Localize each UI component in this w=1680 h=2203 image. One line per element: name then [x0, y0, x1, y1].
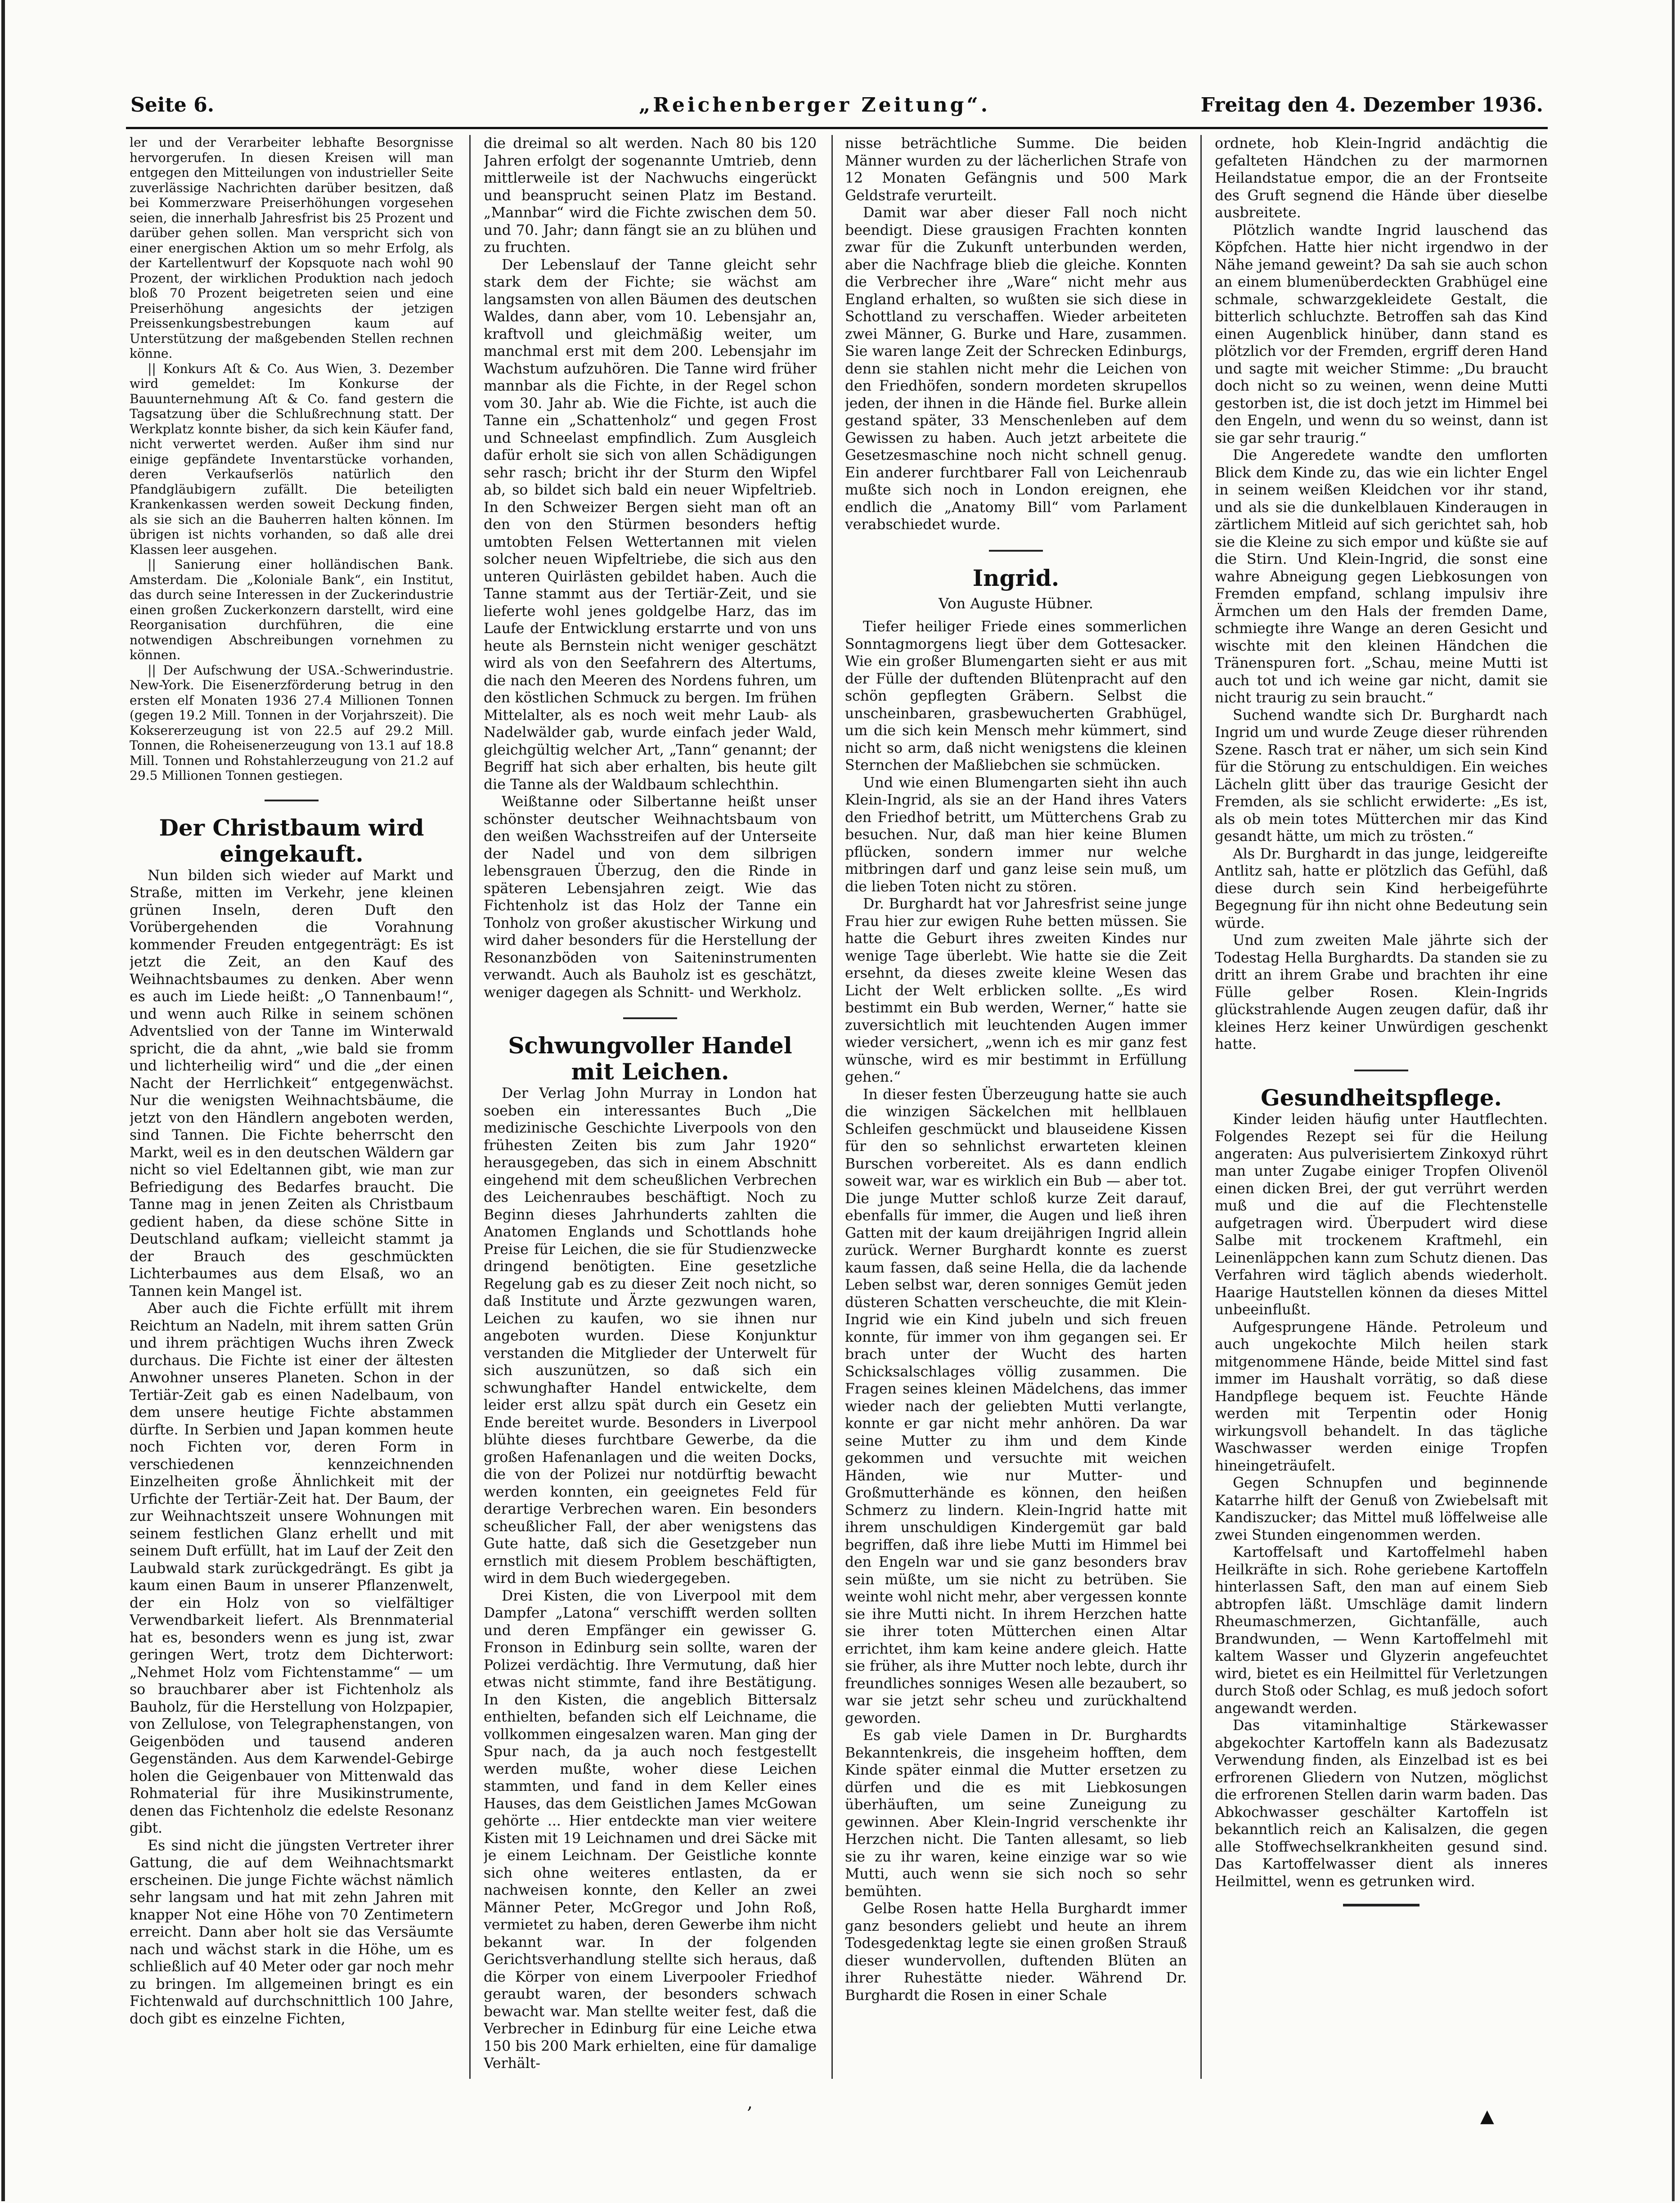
article-paragraph: Dr. Burghardt hat vor Jahresfrist seine junge Frau hier zur ewigen Ruhe betten müssen. Sie hatte die Geburt ihres zweiten Kindes nur wenige Tage überlebt. Wie hatte sie die Zeit ersehnt, da dieses zweite kleine Wesen das Licht der Welt erblicken sollte. „Es wird bestimmt ein Bub werden, Werner,“ hatte sie zuversichtlich mit leuchtenden Augen immer wieder versichert, „wenn ich es mir ganz fest wünsche, wird es mir bestimmt in Erfüllung gehen.“ [845, 896, 1187, 1085]
article-title-ingrid: Ingrid. [972, 564, 1060, 591]
article-paragraph: Es sind nicht die jüngsten Vertreter ihrer Gattung, die auf dem Weihnachtsmarkt erscheinen. Die junge Fichte wächst nämlich sehr langsam und hat mit zehn Jahren mit knapper Not eine Höhe von 70 Zentimetern erreicht. Dann aber holt sie das Versäumte nach und wächst stark in die Höhe, um es schließlich auf 40 Meter oder gar noch mehr zu bringen. Im allgemeinen bringt es ein Fichtenwald auf durchschnittlich 100 Jahre, doch gibt es einzelne Fichten, [130, 1837, 454, 2027]
article-paragraph: die dreimal so alt werden. Nach 80 bis 120 Jahren erfolgt der sogenannte Umtrieb, denn mittlerweile ist der Nachwuchs eingerückt und beansprucht seinen Platz im Bestand. „Mannbar“ wird die Fichte zwischen dem 50. und 70. Jahr; dann fängt sie an zu blühen und zu fruchten. [484, 135, 817, 256]
print-mark: ‚ [747, 2092, 753, 2113]
column-divider [469, 135, 471, 2079]
section-rule [265, 800, 319, 801]
article-paragraph: Aufgesprungene Hände. Petroleum und auch ungekochte Milch heilen stark mitgenommene Hände, beide Mittel sind fast immer im Haushalt vorrätig, so daß diese Handpflege bequem ist. Feuchte Hände werden mit Terpentin oder Honig wirkungsvoll behandelt. In das tägliche Waschwasser werden einige Tropfen hineingeträufelt. [1215, 1319, 1548, 1474]
article-paragraph: Der Lebenslauf der Tanne gleicht sehr stark dem der Fichte; sie wächst am langsamsten von allen Bäumen des deutschen Waldes, dann aber, vom 10. Lebensjahr an, kraftvoll und gleichmäßig weiter, um manchmal erst mit dem 200. Lebensjahr im Wachstum aufzuhören. Die Tanne wird früher mannbar als die Fichte, in der Regel schon vom 30. Jahr ab. Wie die Fichte, ist auch die Tanne ein „Schattenholz“ und gegen Frost und Schneelast empfindlich. Zum Ausgleich dafür erholt sie sich von allen Schädigungen sehr rasch; bricht ihr der Sturm den Wipfel ab, so bildet sich bald ein neuer Wipfeltrieb. In den Schweizer Bergen sieht man oft an den von den Stürmen besonders heftig umtobten Felsen Wettertannen mit vielen solcher neuen Wipfeltriebe, die sich aus den unteren Quirlästen gebildet haben. Auch die Tanne stammt aus der Tertiär-Zeit, und sie lieferte wohl jenes goldgelbe Harz, das im Laufe der Entwicklung erstarrte und von uns heute als Bernstein nicht weniger geschätzt wird als von den Seefahrern des Altertums, die nach den Meeren des Nordens fuhren, um den köstlichen Schmuck zu bergen. Im frühen Mittelalter, als es noch weit mehr Laub- als Nadelwälder gab, wurde einfach jeder Wald, gleichgültig welcher Art, „Tann“ genannt; der Begriff hat sich aber erhalten, bis heute gilt die Tanne als der Waldbaum schlechthin. [484, 256, 817, 793]
article-paragraph: Es gab viele Damen in Dr. Burghardts Bekanntenkreis, die insgeheim hofften, dem Kinde später einmal die Mutter ersetzen zu dürfen und die es mit Liebkosungen überhäuften, um seine Zuneigung zu gewinnen. Aber Klein-Ingrid verschenkte ihr Herzchen nicht. Die Tanten allesamt, so lieb sie zu ihr waren, keine einzige war so wie Mutti, auch wenn sie sich noch so sehr bemühten. [845, 1727, 1187, 1900]
article-paragraph: Plötzlich wandte Ingrid lauschend das Köpfchen. Hatte hier nicht irgendwo in der Nähe jemand geweint? Da sah sie auch schon an einem blumenüberdeckten Grabhügel eine schmale, schwarzgekleidete Gestalt, die bitterlich schluchzte. Betroffen sah das Kind einen Augenblick hinüber, dann stand es plötzlich vor der Fremden, ergriff deren Hand und sagte mit weicher Stimme: „Du braucht doch nicht so zu weinen, wenn deine Mutti gestorben ist, die ist doch jetzt im Himmel bei den Engeln, und wenn du so weinst, dann ist sie gar sehr traurig.“ [1215, 222, 1548, 446]
article-title-christbaum: Der Christbaum wird eingekauft. [159, 814, 424, 867]
article-title-gesundheit: Gesundheitspflege. [1260, 1084, 1502, 1111]
article-paragraph: In dieser festen Überzeugung hatte sie auch die winzigen Säckelchen mit hellblauen Schleifen geschmückt und blauseidene Kissen für den so sehnlichst erwarteten kleinen Burschen vorbereitet. Als es dann endlich soweit war, war es wirklich ein Bub — aber tot. Die junge Mutter schloß kurze Zeit darauf, ebenfalls für immer, die Augen und ließ ihren Gatten mit der kaum dreijährigen Ingrid allein zurück. Werner Burghardt konnte es zuerst kaum fassen, daß seine Hella, die da lachende Leben selbst war, deren sonniges Gemüt jeden düsteren Schatten verscheuchte, die mit Klein-Ingrid wie ein Kind jubeln und sich freuen konnte, für immer von ihm gegangen sei. Er brach unter der Wucht des harten Schicksalschlages völlig zusammen. Die Fragen seines kleinen Mädelchens, das immer wieder nach der geliebten Mutti verlangte, konnte er gar nicht mehr anhören. Da war seine Mutter zu ihm und dem Kinde gekommen und versuchte mit weichen Händen, wie nur Mutter- und Großmutterhände es können, den heißen Schmerz zu lindern. Klein-Ingrid hatte mit ihrem unschuldigen Kindergemüt gar bald begriffen, daß ihre liebe Mutti im Himmel bei den Engeln war und sie ganz besonders brav sein müßte, um sie nicht zu betrüben. Sie weinte wohl nicht mehr, aber vergessen konnte sie ihre Mutti nicht. In ihrem Herzchen hatte sie ihrer toten Mütterchen einen Altar errichtet, ihm kam keine andere gleich. Hatte sie früher, als ihre Mutter noch lebte, durch ihr freundliches sonniges Wesen alle bezaubert, so war sie jetzt sehr scheu und zurückhaltend geworden. [845, 1086, 1187, 1726]
article-paragraph: Und wie einen Blumengarten sieht ihn auch Klein-Ingrid, als sie an der Hand ihres Vaters den Friedhof betritt, um Mütterchens Grab zu besuchen. Nur, daß man hier keine Blumen pflücken, sondern immer nur welche mitbringen darf und ganz leise sein muß, um die lieben Toten nicht zu stören. [845, 774, 1187, 895]
column-4 [1215, 135, 1548, 2079]
section-rule [623, 1017, 677, 1019]
article-paragraph: Das vitaminhaltige Stärkewasser abgekochter Kartoffeln kann als Badezusatz Verwendung finden, als Einzelbad ist es bei erfrorenen Gliedern von Nutzen, möglichst die erfrorenen Stellen darin warm baden. Das Abkochwasser geschälter Kartoffeln ist bekanntlich reich an Kalisalzen, die gegen alle Stoffwechselkrankheiten gesund sind. Das Kartoffelwasser dient als inneres Heilmittel, wenn es getrunken wird. [1215, 1717, 1548, 1890]
article-paragraph: Nun bilden sich wieder auf Markt und Straße, mitten im Verkehr, jene kleinen grünen Inseln, deren Duft den Vorübergehenden die Vorahnung kommender Freuden entgegenträgt: Es ist jetzt die Zeit, an den Kauf des Weihnachtsbaumes zu denken. Aber wenn es auch im Liede heißt: „O Tannenbaum!“, und wenn auch Rilke in seinem schönen Adventslied von der Tanne im Winterwald spricht, die da ahnt, „wie bald sie fromm und lichterheilig wird“ und die „der einen Nacht der Herrlichkeit“ entgegenwächst. Nur die wenigsten Weihnachtsbäume, die jetzt von den Händlern angeboten werden, sind Tannen. Die Fichte beherrscht den Markt, weil es in den deutschen Wäldern gar nicht so viel Edeltannen gibt, wie man zur Befriedigung des Bedarfes braucht. Die Tanne mag in jenen Zeiten als Christbaum gedient haben, da diese schöne Sitte in Deutschland aufkam; vielleicht stammt ja der Brauch des geschmückten Lichterbaumes aus dem Elsaß, wo an Tannen kein Mangel ist. [130, 867, 454, 1299]
article-paragraph: Tiefer heiliger Friede eines sommerlichen Sonntagmorgens liegt über dem Gottesacker. Wie ein großer Blumengarten sieht er aus mit der Fülle der duftenden Blütenpracht auf den schön gepflegten Gräbern. Selbst die unscheinbaren, grasbewucherten Grabhügel, um die sich kein Mensch mehr kümmert, sind nicht so arm, daß nicht wenigstens die kleinen Sternchen der Maßliebchen sie schmücken. [845, 619, 1187, 773]
article-byline: Von Auguste Hübner. [939, 594, 1093, 612]
news-konkurs: || Konkurs Aſt & Co. Aus Wien, 3. Dezember wird gemeldet: Im Konkurse der Bauunternehmung Aſt & Co. fand gestern die Tagsatzung über die Schlußrechnung statt. Der Werkplatz konnte bisher, da sich kein Käufer fand, nicht verwertet werden. Außer ihm sind nur einige gepfändete Inventarstücke vorhanden, deren Verkaufserlös natürlich den Pfandgläubigern zufällt. Die beteiligten Krankenkassen werden soweit Deckung finden, als sie sich an die Bauherren halten können. Im übrigen ist nichts vorhanden, so daß alle drei Klassen leer ausgehen. [130, 361, 454, 557]
page-number: Seite 6. [130, 94, 215, 117]
column-3 [845, 135, 1187, 2079]
article-paragraph: Und zum zweiten Male jährte sich der Todestag Hella Burghardts. Da standen sie zu dritt an ihrem Grabe und brachten ihr eine Fülle gelber Rosen. Klein-Ingrids glückstrahlende Augen zeugen dafür, daß ihr kleines Herz keiner Unwürdigen geschenkt hatte. [1215, 932, 1548, 1052]
news-textile-prices: ler und der Verarbeiter lebhafte Besorgnisse hervorgerufen. In diesen Kreisen will man entgegen den Mitteilungen von industrieller Seite zuverlässige Nachrichten darüber besitzen, daß bei Kommerzware Preiserhöhungen vorgesehen seien, die innerhalb Jahresfrist bis 25 Prozent und darüber gehen sollen. Man verspricht sich von einer energischen Aktion um so mehr Erfolg, als der Kartellentwurf der Kopsquote nach wohl 90 Prozent, der wirklichen Produktion nach jedoch bloß 70 Prozent beigetreten seien und eine Preiserhöhung angesichts der jetzigen Preissenkungsbestrebungen kaum auf Unterstützung der maßgebenden Stellen rechnen könne. [130, 135, 454, 361]
article-paragraph: Als Dr. Burghardt in das junge, leidgereifte Antlitz sah, hatte er plötzlich das Gefühl, daß diese durch sein Kind herbeigeführte Begegnung für ihn nicht ohne Bedeutung sein würde. [1215, 845, 1548, 931]
print-mark: ▲ [1480, 2106, 1494, 2127]
article-paragraph: Drei Kisten, die von Liverpool mit dem Dampfer „Latona“ verschifft werden sollten und deren Empfänger ein gewisser G. Fronson in Edinburg sein sollte, waren der Polizei verdächtig. Ihre Vermutung, daß hier etwas nicht stimmte, fand ihre Bestätigung. In den Kisten, die angeblich Bittersalz enthielten, befanden sich elf Leichname, die vollkommen eingesalzen waren. Man ging der Spur nach, da ja auch noch festgestellt werden mußte, woher diese Leichen stammten, und fand in dem Keller eines Hauses, das dem Geistlichen James McGowan gehörte ... Hier entdeckte man vier weitere Kisten mit 19 Leichnamen und drei Säcke mit je einem Leichnam. Der Geistliche konnte sich ohne weiteres entlasten, da er nachweisen konnte, den Keller an zwei Männer Peter, McGregor und John Roß, vermietet zu haben, deren Gewerbe ihm nicht bekannt war. In der folgenden Gerichtsverhandlung stellte sich heraus, daß die Körper von einem Liverpooler Friedhof geraubt waren, der besonders schwach bewacht war. Man stellte weiter fest, daß die Verbrecher in Edinburg für eine Leiche etwa 150 bis 200 Mark erhielten, eine für damalige Verhält- [484, 1587, 817, 2072]
section-rule [1354, 1070, 1408, 1071]
page-header [130, 90, 1543, 121]
newspaper-title: „Reichenberger Zeitung“. [639, 94, 991, 117]
column-divider [831, 135, 833, 2079]
header-rule [126, 127, 1548, 129]
article-paragraph: Suchend wandte sich Dr. Burghardt nach Ingrid um und wurde Zeuge dieser rührenden Szene. Rasch trat er näher, um sich sein Kind für die Störung zu entschuldigen. Ein weiches Lächeln glitt über das traurige Gesicht der Fremden, als sie schlicht erwiderte: „Es ist, als ob mein totes Mütterchen mir das Kind gesandt hätte, um mich zu trösten.“ [1215, 707, 1548, 845]
article-paragraph: ordnete, hob Klein-Ingrid andächtig die gefalteten Händchen zu der marmornen Heilandstatue empor, die an der Frontseite des Gruft segnend die Hände über dieselbe ausbreitete. [1215, 135, 1548, 221]
column-2 [484, 135, 817, 2079]
article-title-leichen: Schwungvoller Handel mit Leichen. [508, 1032, 792, 1085]
article-paragraph: Aber auch die Fichte erfüllt mit ihrem Reichtum an Nadeln, mit ihrem satten Grün und ihrem prächtigen Wuchs ihren Zweck durchaus. Die Fichte ist einer der ältesten Anwohner unseres Planeten. Schon in der Tertiär-Zeit gab es einen Nadelbaum, von dem unsere heutige Fichte abstammen dürfte. In Serbien und Japan kommen heute noch Fichten vor, deren Form in verschiedenen kennzeichnenden Einzelheiten große Ähnlichkeit mit der Urfichte der Tertiär-Zeit hat. Der Baum, der zur Weihnachtszeit unsere Wohnungen mit seinem festlichen Glanz erhellt und mit seinem Duft erfüllt, hat im Lauf der Zeit den Laubwald stark zurückgedrängt. Es gibt ja kaum einen Baum in unserer Pflanzenwelt, der ein Holz von so vielfältiger Verwendbarkeit liefert. Als Brennmaterial hat es, besonders wenn es jung ist, zwar geringen Wert, trotz dem Dichterwort: „Nehmet Holz vom Fichtenstamme“ — um so brauchbarer aber ist Fichtenholz als Bauholz, für die Herstellung von Holzpapier, von Zellulose, von Telegraphenstangen, von Geigenböden und tausend anderen Gegenständen. Aus dem Karwendel-Gebirge holen die Geigenbauer von Mittenwald das Rohmaterial für ihre Musikinstrumente, denen das Fichtenholz die edelste Resonanz gibt. [130, 1300, 454, 1836]
news-bank-sanierung: || Sanierung einer holländischen Bank. Amsterdam. Die „Koloniale Bank“, ein Institut, das durch seine Interessen in der Zuckerindustrie einen großen Zuckerkonzern darstellt, wird eine Reorganisation durchführen, die eine notwendigen Abschreibungen vornehmen zu können. [130, 557, 454, 662]
article-paragraph: Damit war aber dieser Fall noch nicht beendigt. Diese grausigen Frachten konnten zwar für die Zukunft unterbunden werden, aber die Nachfrage blieb die gleiche. Konnten die Verbrecher ihre „Ware“ nicht mehr aus England erhalten, so wußten sie sich diese in Schottland zu verschaffen. Wieder arbeiteten zwei Männer, G. Burke und Hare, zusammen. Sie waren lange Zeit der Schrecken Edinburgs, denn sie stahlen nicht mehr die Leichen von den Friedhöfen, sondern mordeten skrupellos jeden, der ihnen in die Hände fiel. Burke allein gestand später, 33 Menschenleben auf dem Gewissen zu haben. Auch jetzt arbeitete die Gesetzesmaschine noch nicht schnell genug. Ein anderer furchtbarer Fall von Leichenraub mußte sich noch in London ereignen, ehe endlich die „Anatomy Bill“ vom Parlament verabschiedet wurde. [845, 205, 1187, 533]
article-paragraph: Die Angeredete wandte den umflorten Blick dem Kinde zu, das wie ein lichter Engel in seinem weißen Kleidchen vor ihr stand, und als sie die dunkelblauen Kinderaugen in zärtlichem Mitleid auf sich gerichtet sah, hob sie die Kleine zu sich empor und küßte sie auf die Stirn. Und Klein-Ingrid, die sonst eine wahre Abneigung gegen Liebkosungen von Fremden empfand, schlang impulsiv ihre Ärmchen um den Hals der fremden Dame, schmiegte ihre Wange an deren Gesicht und wischte mit den kleinen Händchen die Tränenspuren fort. „Schau, meine Mutti ist auch tot und ich weine gar nicht, damit sie nicht traurig zu sein braucht.“ [1215, 447, 1548, 706]
article-paragraph: Kartoffelsaft und Kartoffelmehl haben Heilkräfte in sich. Rohe geriebene Kartoffeln hinterlassen Saft, den man auf einem Sieb abtropfen läßt. Umschläge damit lindern Rheumaschmerzen, Gichtanfälle, auch Brandwunden, — Wenn Kartoffelmehl mit kaltem Wasser und Glyzerin angefeuchtet wird, bietet es ein Heilmittel für Verletzungen durch Stoß oder Schlag, es muß jedoch sofort angewandt werden. [1215, 1544, 1548, 1717]
section-rule [989, 550, 1043, 552]
news-usa-industry: || Der Aufschwung der USA.-Schwerindustrie. New-York. Die Eisenerzförderung betrug in den ersten elf Monaten 1936 27.4 Millionen Tonnen (gegen 19.2 Mill. Tonnen in der Vorjahrszeit). Die Koksererzeugung ist von 22.5 auf 29.2 Mill. Tonnen, die Roheisenerzeugung von 13.1 auf 18.8 Mill. Tonnen und Rohstahlerzeugung von 21.2 auf 29.5 Millionen Tonnen gestiegen. [130, 662, 454, 783]
article-paragraph: Kinder leiden häufig unter Hautflechten. Folgendes Rezept sei für die Heilung angeraten: Aus pulverisiertem Zinkoxyd rührt man unter Zugabe einiger Tropfen Olivenöl einen dicken Brei, der gut verrührt werden muß und die auf die Flechtenstelle aufgetragen wird. Überpudert wird diese Salbe mit trockenem Kraftmehl, ein Leinenläppchen kann zum Schutz dienen. Das Verfahren wird täglich abends wiederholt. Haarige Hautstellen können da dieses Mittel unbeeinflußt. [1215, 1111, 1548, 1318]
article-paragraph: Gegen Schnupfen und beginnende Katarrhe hilft der Genuß von Zwiebelsaft mit Kandiszucker; das Mittel muß löffelweise alle zwei Stunden eingenommen werden. [1215, 1475, 1548, 1543]
article-paragraph: nisse beträchtliche Summe. Die beiden Männer wurden zu der lächerlichen Strafe von 12 Monaten Gefängnis und 500 Mark Geldstrafe verurteilt. [845, 135, 1187, 204]
economic-news [130, 135, 454, 783]
article-paragraph: Weißtanne oder Silbertanne heißt unser schönster deutscher Weihnachtsbaum von den weißen Wachsstreifen auf der Unterseite der Nadel und von dem silbrigen lebensgrauen Überzug, den die Rinde in späteren Lebensjahren zeigt. Wie das Fichtenholz ist das Holz der Tanne ein Tonholz von großer akustischer Wirkung und wird daher besonders für die Herstellung der Resonanzböden von Saiteninstrumenten verwandt. Auch als Bauholz ist es geschätzt, weniger dagegen als Schnitt- und Werkholz. [484, 794, 817, 1001]
article-paragraph: Der Verlag John Murray in London hat soeben ein interessantes Buch „Die medizinische Geschichte Liverpools von den frühesten Zeiten bis zum Jahr 1920“ herausgegeben, das sich in einem Abschnitt eingehend mit dem scheußlichen Verbrechen des Leichenraubes beschäftigt. Noch zu Beginn dieses Jahrhunderts zahlten die Anatomen Englands und Schottlands hohe Preise für Leichen, die sie für Studienzwecke dringend benötigten. Eine gesetzliche Regelung gab es zu dieser Zeit noch nicht, so daß Institute und Ärzte gezwungen waren, Leichen zu kaufen, wo sie ihnen nur angeboten wurden. Diese Konjunktur verstanden die Mitglieder der Unterwelt für sich auszunützen, so daß sich ein schwunghafter Handel entwickelte, dem leider erst allzu spät durch ein Gesetz ein Ende bereitet wurde. Besonders in Liverpool blühte dieses furchtbare Gewerbe, da die großen Hafenanlagen und die weiten Docks, die von der Polizei nur notdürftig bewacht werden konnten, ein geeignetes Feld für derartige Verbrechen waren. Ein besonders scheußlicher Fall, der aber wenigstens das Gute hatte, daß sich die Gesetzgeber nun ernstlich mit diesem Problem beschäftigten, wird in dem Buch wiedergegeben. [484, 1085, 817, 1587]
article-paragraph: Gelbe Rosen hatte Hella Burghardt immer ganz besonders geliebt und heute an ihrem Todesgedenktag legte sie einen großen Strauß dieser wundervollen, duftenden Blüten an ihrer Ruhestätte nieder. Während Dr. Burghardt die Rosen in einer Schale [845, 1901, 1187, 2004]
issue-date: Freitag den 4. Dezember 1936. [1200, 94, 1543, 117]
column-divider [1200, 135, 1202, 2079]
end-rule [1343, 1904, 1419, 1906]
column-1 [130, 135, 454, 2079]
